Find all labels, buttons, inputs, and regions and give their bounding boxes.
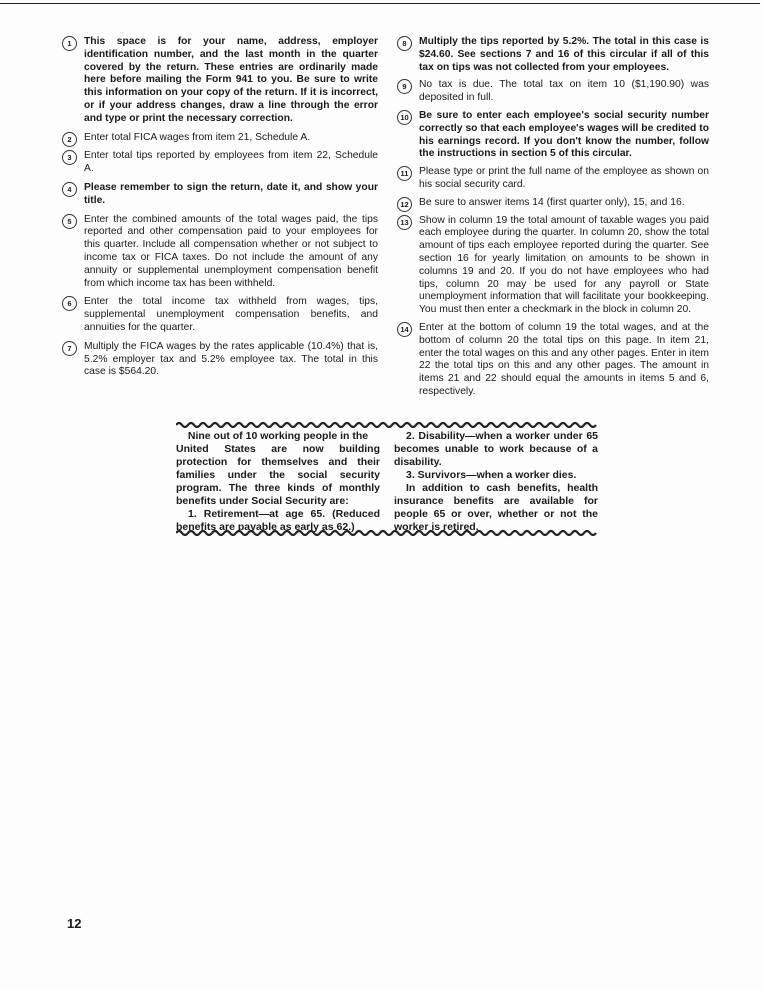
benefit-survivors: 3. Survivors—when a worker dies. [406,469,577,481]
list-item [62,132,378,145]
circled-number: 10 [397,110,412,125]
item-text: Enter the combined amounts of the total wages paid, the tips reported and other compensation paid to your employees for this quarter. Include all compensation whether or not subject to income tax or FICA taxes. Do not include the amount of any annuity or supplemental unemployment compensation benefit from which income tax has been withheld. [84,213,378,289]
list-item [62,150,378,176]
right-column [397,36,709,404]
item-text: Show in column 19 the total amount of taxable wages you paid each employee during the quarter. In column 20, show the total amount of tips each employee reported during the quarter. See section 16 for yearly limitation on amounts to be shown in columns 19 and 20. If you do not have employees who had tips, column 20 may be used for any payroll or State unemployment information that will facilitate your bookkeeping. You must then enter a checkmark in the block in column 20. [419,214,709,316]
list-item [62,214,378,291]
item-text: Enter the total income tax withheld from wages, tips, supplemental unemployment compensation benefits, and annuities for the quarter. [84,296,378,333]
notice-left-column [176,430,380,534]
benefit-health-insurance: In addition to cash benefits, health insurance benefits are available for people 65 or over, whether or not the worker is retired. [394,482,598,533]
item-text: Be sure to enter each employee's social security number correctly so that each employee's wages will be credited to his earnings record. If you don't know the number, follow the instructions in section 5 of this circular. [419,109,709,160]
top-rule [0,3,760,4]
circled-number: 11 [397,166,412,181]
list-item [397,110,709,161]
item-text: Please type or print the full name of the employee as shown on his social security card. [419,166,709,190]
circled-number: 7 [62,341,77,356]
circled-number: 14 [397,322,412,337]
benefit-disability: 2. Disability—when a worker under 65 becomes unable to work because of a disability. [394,430,598,468]
list-item [397,322,709,399]
item-text: Multiply the FICA wages by the rates applicable (10.4%) that is, 5.2% employer tax and 5.2% employee tax. The total in this case is $564.20. [84,340,378,378]
item-text: Enter total FICA wages from item 21, Schedule A. [84,131,311,143]
page-number: 12 [67,916,82,931]
list-item [62,296,378,334]
notice-intro: United States are now building protection for themselves and their families under the social security program. The three kinds of monthly benefits under Social Security are: [176,443,380,507]
item-text: Enter total tips reported by employees from item 22, Schedule A. [84,150,378,175]
item-text: No tax is due. The total tax on item 10 ($1,190.90) was deposited in full. [419,79,709,104]
circled-number: 8 [397,36,412,51]
list-item [397,36,709,74]
item-text: Be sure to answer items 14 (first quarter only), 15, and 16. [419,196,685,208]
list-item [397,166,709,192]
item-text: Multiply the tips reported by 5.2%. The total in this case is $24.60. See sections 7 and 16 of this circular if all of this tax on tips was not collected from your employees. [419,36,709,73]
social-security-notice [176,420,598,538]
list-item [62,341,378,379]
list-item [397,197,709,210]
list-item [397,215,709,317]
notice-title: Nine out of 10 working people in the [187,430,369,442]
wavy-border-bottom [176,528,598,538]
circled-number: 4 [62,182,77,197]
item-text: This space is for your name, address, employer identification number, and the last month in the quarter covered by the return. These entries are ordinarily made here before mailing the Form 941 to you. Be sure to write this information on your copy of the return. If it is incorrect, or if your address changes, draw a line through the error and type or print the necessary correction. [84,36,378,124]
list-item [62,36,378,126]
circled-number: 3 [62,150,77,165]
list-item [62,182,378,208]
circled-number: 9 [397,79,412,94]
left-column [62,36,378,385]
circled-number: 5 [62,214,77,229]
item-text: Enter at the bottom of column 19 the total wages, and at the bottom of column 20 the total tips on this page. In item 21, enter the total wages on this and any other pages. Enter in item 22 the total tips on this and any other pages. The amount in items 21 and 22 should equal the amounts in items 5 and 6, respectively. [419,321,709,397]
notice-right-column [394,430,598,534]
circled-number: 6 [62,296,77,311]
circled-number: 13 [397,215,412,230]
circled-number: 2 [62,132,77,147]
item-text: Please remember to sign the return, date it, and show your title. [84,181,378,206]
benefit-retirement: 1. Retirement—at age 65. (Reduced benefits are payable as early as 62.) [176,508,380,533]
circled-number: 12 [397,197,412,212]
circled-number: 1 [62,36,77,51]
list-item [397,79,709,105]
wavy-border-top [176,420,598,430]
